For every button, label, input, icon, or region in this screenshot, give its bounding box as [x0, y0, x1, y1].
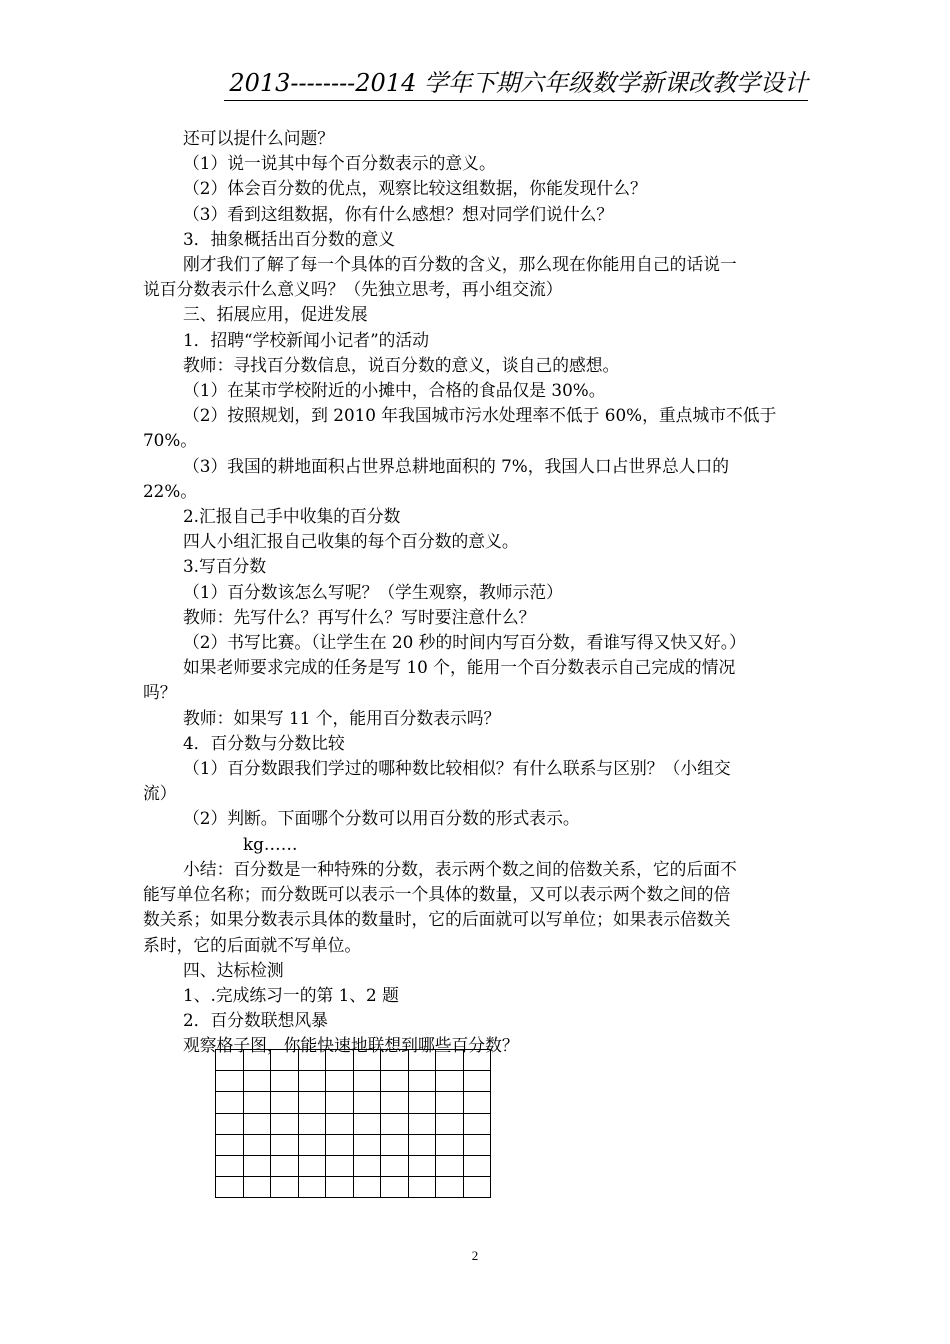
section-heading: 三、拓展应用，促进发展 — [183, 304, 368, 325]
grid-cell — [436, 1134, 464, 1155]
grid-cell — [381, 1155, 409, 1176]
document-body — [143, 126, 809, 1059]
grid-cell — [408, 1050, 436, 1071]
grid-cell — [353, 1177, 381, 1198]
grid-cell — [353, 1050, 381, 1071]
grid-cell — [436, 1155, 464, 1176]
text-line: （2）书写比赛。（让学生在 20 秒的时间内写百分数，看谁写得又快又好。） — [183, 632, 746, 653]
grid-cell — [436, 1050, 464, 1071]
grid-cell — [353, 1134, 381, 1155]
grid-diagram — [215, 1049, 491, 1198]
grid-cell — [408, 1071, 436, 1092]
grid-cell — [326, 1092, 354, 1113]
grid-cell — [408, 1134, 436, 1155]
grid-cell — [298, 1092, 326, 1113]
text-line: （1）说一说其中每个百分数表示的意义。 — [183, 153, 496, 174]
grid-cell — [408, 1155, 436, 1176]
text-line: 教师：先写什么？再写什么？写时要注意什么？ — [183, 606, 536, 627]
grid-cell — [326, 1177, 354, 1198]
text-line: 流） — [143, 783, 177, 804]
grid-cell — [381, 1134, 409, 1155]
grid-cell — [243, 1113, 271, 1134]
grid-cell — [298, 1134, 326, 1155]
text-line: 教师：如果写 11 个，能用百分数表示吗？ — [183, 707, 501, 728]
grid-row — [216, 1177, 491, 1198]
grid-cell — [463, 1134, 491, 1155]
grid-cell — [326, 1134, 354, 1155]
text-line: kg…… — [243, 833, 298, 854]
text-line: 3．抽象概括出百分数的意义 — [183, 228, 396, 249]
grid-cell — [436, 1113, 464, 1134]
grid-cell — [271, 1071, 299, 1092]
grid-cell — [326, 1155, 354, 1176]
grid-cell — [436, 1071, 464, 1092]
grid-cell — [216, 1113, 244, 1134]
text-line: （3）我国的耕地面积占世界总耕地面积的 7%，我国人口占世界总人口的 — [183, 455, 730, 476]
grid-row — [216, 1134, 491, 1155]
text-line: （1）百分数该怎么写呢？（学生观察，教师示范） — [183, 581, 563, 602]
text-line: 刚才我们了解了每一个具体的百分数的含义，那么现在你能用自己的话说一 — [183, 254, 737, 275]
page-header — [224, 66, 808, 101]
text-line: 教师：寻找百分数信息，说百分数的意义，谈自己的感想。 — [183, 354, 620, 375]
text-line: 系时，它的后面就不写单位。 — [143, 934, 362, 955]
grid-cell — [271, 1134, 299, 1155]
grid-cell — [408, 1113, 436, 1134]
grid-cell — [243, 1050, 271, 1071]
text-line: （1）百分数跟我们学过的哪种数比较相似？有什么联系与区别？（小组交 — [183, 758, 731, 779]
grid-cell — [326, 1071, 354, 1092]
grid-cell — [353, 1113, 381, 1134]
grid-cell — [463, 1071, 491, 1092]
grid-row — [216, 1155, 491, 1176]
text-line: 观察格子图，你能快速地联想到哪些百分数？ — [183, 1035, 519, 1056]
grid-cell — [381, 1071, 409, 1092]
grid-cell — [271, 1092, 299, 1113]
grid-cell — [463, 1177, 491, 1198]
grid-row — [216, 1113, 491, 1134]
header-title: 2013--------2014 学年下期六年级数学新课改教学设计 — [229, 69, 808, 97]
grid-cell — [436, 1092, 464, 1113]
grid-cell — [326, 1113, 354, 1134]
grid-cell — [381, 1050, 409, 1071]
grid-cell — [353, 1071, 381, 1092]
text-line: 70%。 — [143, 430, 198, 451]
grid-row — [216, 1050, 491, 1071]
text-line: （3）看到这组数据，你有什么感想？想对同学们说什么？ — [183, 203, 614, 224]
grid-cell — [353, 1155, 381, 1176]
text-line: 吗？ — [143, 682, 177, 703]
grid-cell — [298, 1177, 326, 1198]
text-line: 四人小组汇报自己收集的每个百分数的意义。 — [183, 531, 519, 552]
grid-cell — [216, 1177, 244, 1198]
page-number: 2 — [471, 1248, 479, 1263]
grid-cell — [271, 1050, 299, 1071]
grid-cell — [381, 1092, 409, 1113]
text-line: 2.汇报自己手中收集的百分数 — [183, 506, 401, 527]
text-line: 还可以提什么问题？ — [183, 128, 335, 148]
text-line: （2）体会百分数的优点，观察比较这组数据，你能发现什么？ — [183, 178, 647, 199]
grid-cell — [243, 1177, 271, 1198]
grid-cell — [216, 1071, 244, 1092]
grid-cell — [463, 1155, 491, 1176]
grid-cell — [243, 1134, 271, 1155]
grid-cell — [408, 1177, 436, 1198]
grid-cell — [381, 1177, 409, 1198]
text-line: （2）按照规划，到 2010 年我国城市污水处理率不低于 60%，重点城市不低于 — [183, 405, 777, 426]
grid-cell — [271, 1177, 299, 1198]
grid-cell — [243, 1092, 271, 1113]
text-line: 3.写百分数 — [183, 556, 267, 577]
grid-cell — [353, 1092, 381, 1113]
grid-cell — [298, 1113, 326, 1134]
text-line: 能写单位名称；而分数既可以表示一个具体的数量，又可以表示两个数之间的倍 — [143, 884, 731, 905]
grid-cell — [216, 1134, 244, 1155]
grid-cell — [463, 1050, 491, 1071]
grid-cell — [216, 1155, 244, 1176]
text-line: （2）判断。下面哪个分数可以用百分数的形式表示。 — [183, 808, 580, 829]
grid-cell — [271, 1113, 299, 1134]
grid-cell — [463, 1113, 491, 1134]
text-line: 小结：百分数是一种特殊的分数，表示两个数之间的倍数关系，它的后面不 — [183, 858, 737, 879]
section-heading: 四、达标检测 — [183, 959, 284, 980]
grid-cell — [243, 1155, 271, 1176]
text-line: （1）在某市学校附近的小摊中，合格的食品仅是 30%。 — [183, 380, 606, 401]
grid-cell — [216, 1092, 244, 1113]
text-line: 如果老师要求完成的任务是写 10 个，能用一个百分数表示自己完成的情况 — [183, 657, 736, 678]
text-line: 22%。 — [143, 480, 198, 501]
text-line: 说百分数表示什么意义吗？（先独立思考，再小组交流） — [143, 279, 563, 300]
grid-cell — [298, 1050, 326, 1071]
grid-cell — [408, 1092, 436, 1113]
grid-cell — [243, 1071, 271, 1092]
grid-cell — [216, 1050, 244, 1071]
grid-cell — [326, 1050, 354, 1071]
grid-cell — [381, 1113, 409, 1134]
text-line: 4．百分数与分数比较 — [183, 732, 345, 753]
text-line: 1．招聘“学校新闻小记者”的活动 — [183, 329, 429, 350]
text-line: 数关系；如果分数表示具体的数量时，它的后面就可以写单位；如果表示倍数关 — [143, 909, 731, 930]
grid-cell — [271, 1155, 299, 1176]
grid-cell — [298, 1071, 326, 1092]
grid-row — [216, 1071, 491, 1092]
grid-cell — [463, 1092, 491, 1113]
text-line: 2．百分数联想风暴 — [183, 1010, 328, 1031]
grid-cell — [298, 1155, 326, 1176]
text-line: 1、.完成练习一的第 1、2 题 — [183, 984, 399, 1005]
grid-cell — [436, 1177, 464, 1198]
grid-row — [216, 1092, 491, 1113]
